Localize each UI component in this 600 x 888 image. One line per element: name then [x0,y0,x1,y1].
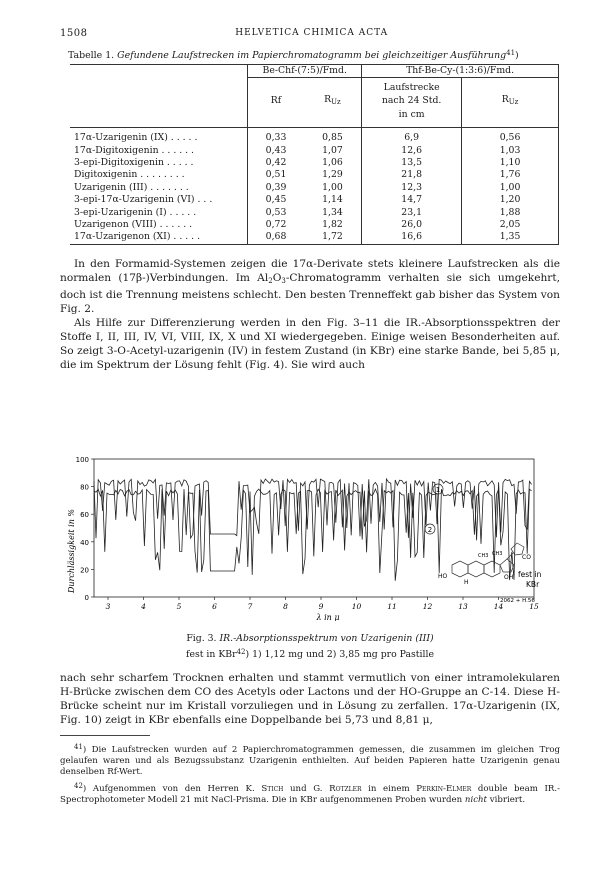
rf-value: 0,51 [248,169,304,181]
sample-state-line2: KBr [526,580,540,589]
x-tick-label: 7 [247,602,253,611]
ruz-value-2: 2,05 [462,219,559,231]
rf-value: 0,72 [248,219,304,231]
x-tick-label: 3 [105,602,111,611]
x-tick-label: 5 [176,602,182,611]
lauf-value: 21,8 [362,169,462,181]
structure-ho-label: HO [438,573,448,580]
compound-name: 3-epi-Uzarigenin (I) . . . . . [74,206,197,218]
structure-ch3-label-1: CH3 [478,553,489,559]
footnote-42: $^{42}$) Aufgenommen von den Herren K. Stich und G. Rotzler in einem Perkin-Elmer double beam IR.-Spectrophotometer Modell 21 mit NaCl-Prisma. Die in KBr aufgenommenen Proben wurden nicht vibriert. [60,781,560,805]
x-tick-label: 14 [493,602,504,611]
ruz-value-2: 1,10 [462,157,559,169]
table-row [70,219,559,231]
rf-value: 0,45 [248,194,304,206]
y-tick-label: 80 [80,483,89,492]
spectrum-curve-2 [94,489,532,581]
x-tick-label: 6 [212,602,217,611]
x-tick-label: 13 [458,602,468,611]
paragraph-3: nach sehr scharfem Trocknen erhalten und stammt vermutlich von einer intramolekularen H-Brücke zwischen dem CO des Acetyls oder Lactons und der HO-Gruppe an C-14. Diese H-Brücke scheint nur im Kristall vorzuliegen und in Lösung zu zerfallen. 17α-Uzarigenin (IX, Fig. 10) zeigt in KBr ebenfalls eine Doppelbande bei 5,73 und 8,81 μ, [60,672,560,726]
ruz-value-2: 1,35 [462,231,559,244]
sample-state-line1: fest in [518,570,542,579]
ruz-value-1: 1,34 [322,206,343,218]
figure-caption: Fig. 3. IR.-Absorptionsspektrum von Uzarigenin (III) fest in KBr$^{42}$) 1) 1,12 mg und 2) 3,85 mg pro Pastille [186,633,434,660]
lauf-value: 12,6 [362,145,462,157]
body-continued [60,671,560,806]
ruz-value-1: 1,29 [322,169,343,181]
col-lauf-line3: in cm [362,109,462,121]
table-row [70,194,559,206]
rf-value: 0,42 [248,157,304,169]
y-tick-label: 100 [75,456,89,464]
y-axis-label: Durchlässigkeit in % [67,509,76,593]
table-row [70,157,559,169]
running-header [60,28,560,39]
table-label: Tabelle 1. [68,50,115,61]
lauf-value: 23,1 [362,207,462,219]
rf-value: 0,43 [248,145,304,157]
table-row [70,132,559,144]
footnote-rule [60,735,150,736]
y-tick-label: 20 [80,566,89,575]
lauf-value: 26,0 [362,219,462,231]
x-axis-label: λ in μ [316,613,340,621]
table-title: Gefundene Laufstrecken im Papierchromatogramm bei gleichzeitiger Ausführung [117,50,507,61]
ruz-value-1: 1,14 [322,194,343,206]
col-ruz-1: $R_{Uz}$ [324,94,341,107]
ruz-value-2: 1,76 [462,169,559,181]
y-tick-label: 60 [80,511,89,520]
col-lauf-line2: nach 24 Std. [362,94,462,108]
compound-name: 17α-Uzarigenon (XI) . . . . . [70,231,248,244]
compound-name: Uzarigenon (VIII) . . . . . . [74,218,193,230]
structure-ch3-label-2: CH3 [492,551,503,557]
lauf-value: 14,7 [362,194,462,206]
sample-code: 2062 + H.56 [500,598,535,604]
paragraph-1: In den Formamid-Systemen zeigen die 17α-Derivate stets kleinere Laufstrecken als die normalen (17β-)Verbindungen. Im $Al_2O_3$-Chromatogramm verhalten sie sich umgekehrt, doch ist die Trennung meistens schlecht. Den besten Trenneffekt gab bisher das System von Fig. 2. [60,257,560,315]
ruz-value-1: 1,06 [322,156,343,168]
col-lauf-line1: Laufstrecke [362,82,462,94]
journal-title: HELVETICA CHIMICA ACTA [235,28,389,38]
ruz-value-2: 1,00 [462,182,559,194]
ruz-value-2: 1,03 [462,145,559,157]
table-caption-ref: 41 [506,49,516,57]
group-header-2: Thf-Be-Cy-(1:3:6)/Fmd. [362,65,559,78]
lauf-value: 12,3 [362,182,462,194]
ruz-value-1: 1,07 [322,144,343,156]
x-tick-label: 11 [387,602,397,611]
x-tick-label: 12 [422,602,433,611]
ruz-value-1: 0,85 [322,132,343,144]
col-ruz-2: $R_{Uz}$ [462,94,559,108]
group-header-1: Be-Chf-(7:5)/Fmd. [248,65,362,78]
ruz-value-2: 0,56 [462,132,559,144]
structure-co-label: CO [522,554,531,561]
rf-value: 0,53 [248,207,304,219]
x-tick-label: 10 [351,602,362,611]
y-tick-label: 0 [84,594,89,602]
ruz-value-2: 1,88 [462,207,559,219]
col-rf: Rf [248,94,304,108]
x-tick-label: 9 [318,602,324,611]
compound-name: Uzarigenin (III) . . . . . . . [74,181,189,193]
lauf-value: 6,9 [362,132,462,144]
ruz-value-1: 1,72 [304,231,362,244]
data-table [70,64,559,245]
page [60,28,560,805]
structure-h-label: H [464,579,469,586]
x-tick-label: 4 [141,602,146,611]
footnote-41: $^{41}$) Die Laufstrecken wurden auf 2 Papierchromatogrammen gemessen, die zusammen im gleichen Trog gelaufen waren und als Bezugssubstanz Uzarigenin enthielten. Auf beiden Papieren hatte Uzarigenin genau denselben Rf-Wert. [60,743,560,778]
table-caption: Tabelle 1. Gefundene Laufstrecken im Papierchromatogramm bei gleichzeitiger Ausführung$^{41}$) [68,49,519,61]
ruz-value-1: 1,82 [322,218,343,230]
table-row [70,231,559,244]
compound-name: 17α-Uzarigenin (IX) . . . . . [74,132,198,144]
x-tick-label: 15 [529,602,539,611]
curve-label-1: 1 [435,486,441,494]
table-row [70,169,559,181]
lauf-value: 13,5 [362,157,462,169]
compound-name: 17α-Digitoxigenin . . . . . . [74,144,195,156]
table-row [70,182,559,194]
ruz-value-2: 1,20 [462,194,559,206]
rf-value: 0,68 [248,231,304,244]
curve-label-2: 2 [427,526,433,534]
page-number: 1508 [60,28,88,39]
table-row [70,145,559,157]
y-tick-label: 40 [80,538,89,547]
x-tick-label: 8 [283,602,288,611]
compound-name: 3-epi-Digitoxigenin . . . . . [74,156,194,168]
compound-name: 3-epi-17α-Uzarigenin (VI) . . . [74,194,213,206]
ruz-value-1: 1,00 [322,181,343,193]
compound-name: Digitoxigenin . . . . . . . . [74,169,185,181]
ir-spectrum-plot [60,451,560,621]
structure-oh-label: OH [504,574,514,581]
table-row [70,207,559,219]
rf-value: 0,33 [248,132,304,144]
lauf-value: 16,6 [362,231,462,244]
rf-value: 0,39 [248,182,304,194]
paragraph-2: Als Hilfe zur Differenzierung werden in den Fig. 3–11 die IR.-Absorptionsspektren der Stoffe I, II, III, IV, VI, VIII, IX, X und XI wiedergegeben. Einige weisen Besonderheiten auf. So zeigt 3-O-Acetyl-uzarigenin (IV) in festem Zustand (in KBr) eine starke Bande, bei 5,85 μ, die im Spektrum der Lösung fehlt (Fig. 4). Sie wird auch [60,316,560,371]
ir-spectrum-figure [60,451,560,621]
